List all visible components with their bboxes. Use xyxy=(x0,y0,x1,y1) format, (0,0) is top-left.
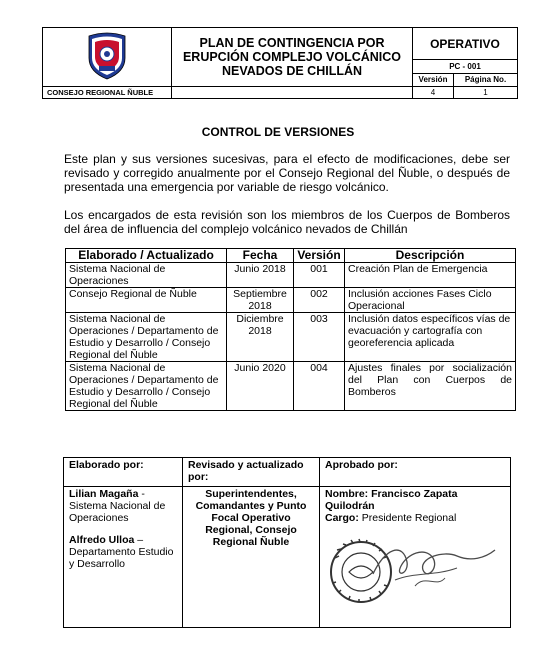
version-value: 4 xyxy=(413,87,454,99)
row-date: Junio 2018 xyxy=(227,263,294,288)
region-label: CONSEJO REGIONAL ÑUBLE xyxy=(43,87,172,99)
approver-role: Presidente Regional xyxy=(358,512,457,524)
title-spacer xyxy=(172,87,413,99)
versions-table xyxy=(65,248,516,411)
aprobado-header: Aprobado por: xyxy=(320,458,511,487)
bomberos-logo-icon xyxy=(85,30,129,80)
row-version: 002 xyxy=(294,288,345,313)
signatures-table xyxy=(63,457,511,628)
page-value: 1 xyxy=(454,87,518,99)
versions-header-row xyxy=(66,249,516,263)
row-author: Sistema Nacional de Operaciones / Departamento de Estudio y Desarrollo / Consejo Regional del Ñuble xyxy=(66,313,227,362)
person1-role: - Sistema Nacional de Operaciones xyxy=(69,488,166,524)
paragraph-responsibles: Los encargados de esta revisión son los miembros de los Cuerpos de Bomberos del área de influencia del complejo volcánico nevados de Chillán xyxy=(64,208,510,236)
person2-name: Alfredo Ulloa xyxy=(69,534,135,546)
row-description: Inclusión datos específicos vías de evacuación y cartografía con georeferencia aplicada xyxy=(345,313,516,362)
approver-role-line xyxy=(325,512,505,524)
col-header-author: Elaborado / Actualizado xyxy=(66,249,227,263)
reviewer-text: Superintendentes, Comandantes y Punto Focal Operativo Regional, Consejo Regional Ñuble xyxy=(183,487,320,628)
revisado-header: Revisado y actualizado por: xyxy=(183,458,320,487)
logo-cell xyxy=(43,28,172,87)
table-row xyxy=(66,313,516,362)
aprobado-cell xyxy=(320,487,511,628)
row-author: Sistema Nacional de Operaciones / Departamento de Estudio y Desarrollo / Consejo Regional del Ñuble xyxy=(66,362,227,411)
paragraph-intro: Este plan y sus versiones sucesivas, para el efecto de modificaciones, debe ser revisado y corregido anualmente por el Consejo Regional del Ñuble, o después de presentada una emergencia por variable de riesgo volcánico. xyxy=(64,152,510,194)
signature-stamp-icon xyxy=(325,528,500,614)
table-row xyxy=(66,362,516,411)
status-label: OPERATIVO xyxy=(413,28,518,60)
col-header-date: Fecha xyxy=(227,249,294,263)
document-code: PC - 001 xyxy=(413,60,518,73)
row-version: 004 xyxy=(294,362,345,411)
person2-role: – Departamento Estudio y Desarrollo xyxy=(69,534,174,570)
approver-role-label: Cargo: xyxy=(325,512,359,524)
row-description: Inclusión acciones Fases Ciclo Operacional xyxy=(345,288,516,313)
table-row xyxy=(66,288,516,313)
table-row xyxy=(66,263,516,288)
col-header-version: Versión xyxy=(294,249,345,263)
person2 xyxy=(69,534,177,570)
col-header-description: Descripción xyxy=(345,249,516,263)
row-version: 003 xyxy=(294,313,345,362)
approver-name: Nombre: Francisco Zapata Quilodrán xyxy=(325,488,458,512)
row-date: Septiembre 2018 xyxy=(227,288,294,313)
row-description: Ajustes finales por socialización del Plan con Cuerpos de Bomberos xyxy=(345,362,516,411)
row-description: Creación Plan de Emergencia xyxy=(345,263,516,288)
elaborado-header: Elaborado por: xyxy=(64,458,183,487)
page-label: Página No. xyxy=(454,73,518,86)
row-author: Consejo Regional de Ñuble xyxy=(66,288,227,313)
row-author: Sistema Nacional de Operaciones xyxy=(66,263,227,288)
version-label: Versión xyxy=(413,73,454,86)
row-date: Diciembre 2018 xyxy=(227,313,294,362)
row-date: Junio 2020 xyxy=(227,362,294,411)
person1-name: Lilian Magaña xyxy=(69,488,139,500)
document-title: PLAN DE CONTINGENCIA POR ERUPCIÓN COMPLEJO VOLCÁNICO NEVADOS DE CHILLÁN xyxy=(172,28,413,87)
row-version: 001 xyxy=(294,263,345,288)
person1 xyxy=(69,488,177,524)
elaborado-cell xyxy=(64,487,183,628)
document-header xyxy=(42,27,518,99)
section-title: CONTROL DE VERSIONES xyxy=(201,125,355,139)
